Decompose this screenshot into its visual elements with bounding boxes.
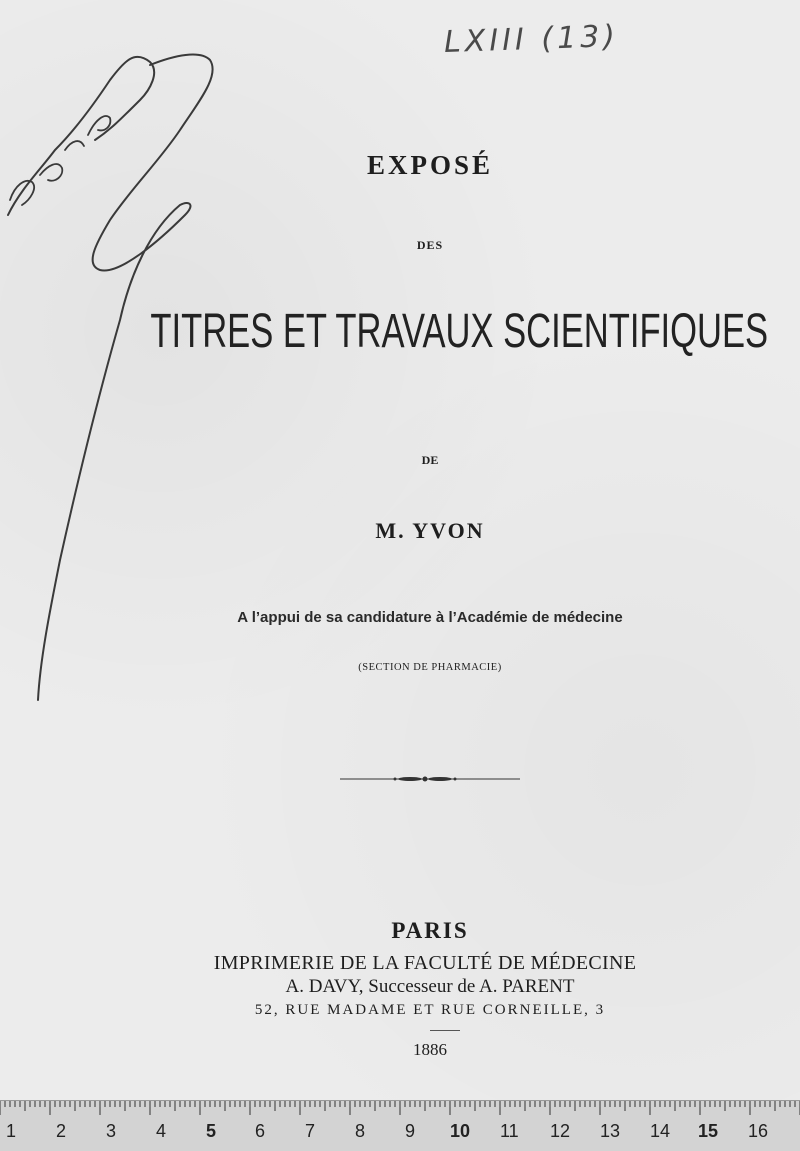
ruler-label: 3 xyxy=(106,1121,117,1141)
ruler-label: 9 xyxy=(405,1121,416,1141)
city: PARIS xyxy=(391,918,469,943)
publisher-line: A. DAVY, Successeur de A. PARENT xyxy=(285,976,575,997)
connector-de: DE xyxy=(421,453,439,467)
author-name: M. YVON xyxy=(375,518,485,543)
ornamental-rule xyxy=(340,774,520,784)
ruler-label: 7 xyxy=(305,1121,316,1141)
address-line: 52, RUE MADAME ET RUE CORNEILLE, 3 xyxy=(254,1002,606,1018)
ruler-label: 5 xyxy=(206,1121,217,1141)
main-title: TITRES ET TRAVAUX SCIENTIFIQUES xyxy=(150,305,769,358)
measuring-ruler xyxy=(0,1100,800,1151)
section-label: (SECTION DE PHARMACIE) xyxy=(358,662,502,673)
publication-year: 1886 xyxy=(413,1040,447,1059)
ruler-label: 16 xyxy=(748,1121,769,1141)
ruler-label: 14 xyxy=(650,1121,671,1141)
ruler-label: 6 xyxy=(255,1121,266,1141)
ruler-label: 12 xyxy=(550,1121,571,1141)
ruler-label: 13 xyxy=(600,1121,621,1141)
ruler-label: 10 xyxy=(450,1121,471,1141)
subtitle: A l’appui de sa candidature à l’Académie de médecine xyxy=(237,609,623,626)
printer-name: IMPRIMERIE DE LA FACULTÉ DE MÉDECINE xyxy=(213,952,637,974)
shelfmark-annotation: LXIII (13) xyxy=(443,18,620,61)
ruler-label: 4 xyxy=(156,1121,167,1141)
ruler-label: 15 xyxy=(698,1121,719,1141)
heading-expose: EXPOSÉ xyxy=(366,150,494,180)
ruler-label: 2 xyxy=(56,1121,67,1141)
ruler-ticks xyxy=(0,1101,800,1121)
ruler-label: 11 xyxy=(500,1121,519,1141)
connector-des: DES xyxy=(416,238,444,252)
ruler-label: 8 xyxy=(355,1121,366,1141)
ruler-label: 1 xyxy=(6,1121,17,1141)
short-rule xyxy=(430,1030,460,1031)
